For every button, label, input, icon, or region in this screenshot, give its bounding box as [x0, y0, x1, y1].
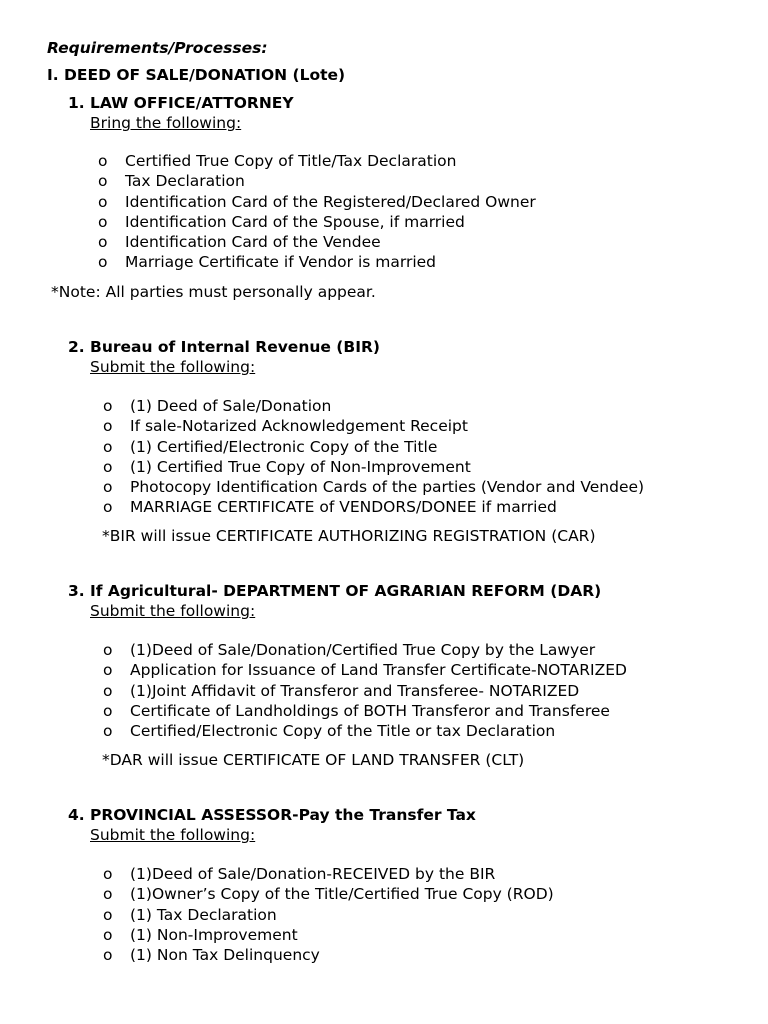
list-item: [103, 477, 644, 497]
bullet-icon: o: [103, 885, 113, 904]
list-item: [103, 701, 627, 721]
bullet-icon: o: [103, 905, 113, 924]
bullet-icon: o: [103, 498, 113, 517]
section-number: 1.: [68, 94, 85, 112]
list-item-text: Certified True Copy of Title/Tax Declaration: [125, 152, 457, 170]
list-item-text: Identification Card of the Vendee: [125, 233, 381, 252]
page-title: Requirements/Processes:: [47, 39, 268, 57]
section-title-text: If Agricultural- DEPARTMENT OF AGRARIAN REFORM (DAR): [90, 582, 602, 600]
bullet-icon: o: [103, 478, 113, 497]
list-item-text: (1) Deed of Sale/Donation: [130, 397, 332, 415]
list-item: [103, 457, 644, 477]
bullet-icon: o: [98, 253, 108, 272]
section-4-subheading: Submit the following:: [90, 826, 256, 844]
section-number: 3.: [68, 582, 85, 600]
section-2-title: [68, 338, 380, 356]
list-item: [103, 660, 627, 680]
list-item: [103, 497, 644, 517]
section-title-text: PROVINCIAL ASSESSOR-Pay the Transfer Tax: [90, 806, 476, 824]
section-3-note: *DAR will issue CERTIFICATE OF LAND TRANSFER (CLT): [102, 751, 525, 769]
section-number: 2.: [68, 338, 85, 356]
list-item-text: (1)Deed of Sale/Donation/Certified True Copy by the Lawyer: [130, 641, 596, 659]
section-3-subheading: Submit the following:: [90, 602, 256, 620]
list-item-text: Photocopy Identification Cards of the parties (Vendor and Vendee): [130, 478, 645, 497]
bullet-icon: o: [98, 152, 108, 170]
list-item-text: (1) Tax Declaration: [130, 905, 277, 924]
list-item-text: Application for Issuance of Land Transfer Certificate-NOTARIZED: [130, 661, 627, 680]
list-item: [103, 925, 554, 945]
list-item: [103, 416, 644, 436]
bullet-icon: o: [98, 172, 108, 191]
part-heading: I. DEED OF SALE/DONATION (Lote): [47, 66, 346, 84]
bullet-icon: o: [103, 397, 113, 415]
list-item: [103, 864, 554, 884]
list-item: [98, 232, 536, 252]
bullet-icon: o: [103, 865, 113, 883]
list-item-text: Identification Card of the Spouse, if married: [125, 212, 465, 231]
section-title-text: LAW OFFICE/ATTORNEY: [90, 94, 294, 112]
list-item: [98, 212, 536, 232]
section-1-list: [98, 151, 536, 273]
section-4-title: [68, 806, 476, 824]
section-4-list: [103, 864, 554, 965]
list-item-text: If sale-Notarized Acknowledgement Receipt: [130, 417, 468, 436]
section-2-subheading: Submit the following:: [90, 358, 256, 376]
section-3-title: [68, 582, 601, 600]
list-item-text: Tax Declaration: [125, 172, 245, 191]
list-item-text: (1) Certified/Electronic Copy of the Title: [130, 437, 438, 456]
bullet-icon: o: [103, 701, 113, 720]
list-item: [103, 945, 554, 965]
bullet-icon: o: [103, 661, 113, 680]
list-item: [103, 884, 554, 904]
section-2-list: [103, 396, 644, 518]
section-1-note: *Note: All parties must personally appear.: [51, 283, 376, 301]
list-item-text: MARRIAGE CERTIFICATE of VENDORS/DONEE if married: [130, 498, 557, 517]
list-item: [103, 905, 554, 925]
list-item-text: (1) Non-Improvement: [130, 925, 298, 944]
list-item-text: (1)Deed of Sale/Donation-RECEIVED by the BIR: [130, 865, 496, 883]
section-2-note: *BIR will issue CERTIFICATE AUTHORIZING REGISTRATION (CAR): [102, 527, 596, 545]
list-item: [103, 396, 644, 416]
list-item: [98, 171, 536, 191]
list-item: [103, 681, 627, 701]
bullet-icon: o: [98, 212, 108, 231]
bullet-icon: o: [103, 722, 113, 741]
list-item: [103, 640, 627, 660]
list-item-text: Certified/Electronic Copy of the Title or tax Declaration: [130, 722, 556, 741]
list-item: [98, 151, 536, 171]
bullet-icon: o: [103, 946, 113, 965]
section-number: 4.: [68, 806, 85, 824]
bullet-icon: o: [103, 681, 113, 700]
list-item: [103, 437, 644, 457]
bullet-icon: o: [103, 457, 113, 476]
bullet-icon: o: [103, 437, 113, 456]
list-item-text: (1) Certified True Copy of Non-Improvement: [130, 457, 471, 476]
bullet-icon: o: [103, 641, 113, 659]
section-1-subheading: Bring the following:: [90, 114, 242, 132]
list-item: [98, 192, 536, 212]
bullet-icon: o: [98, 233, 108, 252]
section-3-list: [103, 640, 627, 741]
list-item-text: Identification Card of the Registered/Declared Owner: [125, 192, 536, 211]
list-item-text: Certificate of Landholdings of BOTH Transferor and Transferee: [130, 701, 610, 720]
bullet-icon: o: [98, 192, 108, 211]
bullet-icon: o: [103, 417, 113, 436]
section-1-title: [68, 94, 294, 112]
list-item: [103, 721, 627, 741]
list-item-text: (1)Joint Affidavit of Transferor and Transferee- NOTARIZED: [130, 681, 580, 700]
section-title-text: Bureau of Internal Revenue (BIR): [90, 338, 380, 356]
list-item-text: (1)Owner’s Copy of the Title/Certified True Copy (ROD): [130, 885, 554, 904]
list-item-text: Marriage Certificate if Vendor is married: [125, 253, 437, 272]
list-item: [98, 252, 536, 272]
bullet-icon: o: [103, 925, 113, 944]
list-item-text: (1) Non Tax Delinquency: [130, 946, 320, 965]
